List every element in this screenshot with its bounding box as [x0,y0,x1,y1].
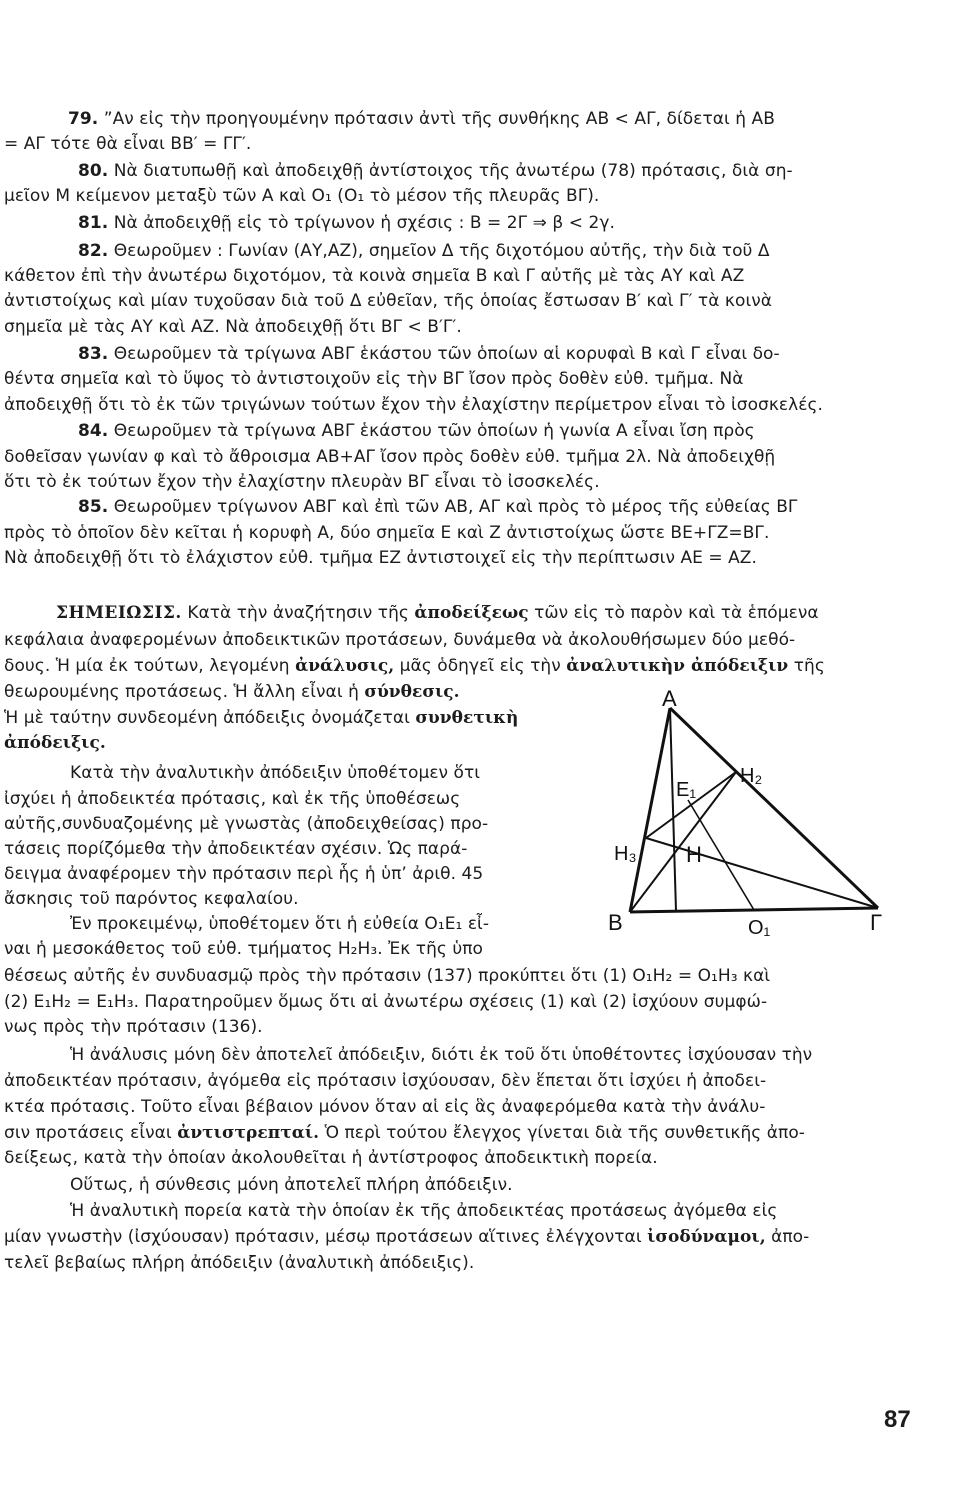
exercise-83-line-3: ἀποδειχθῇ ὅτι τὸ ἐκ τῶν τριγώνων τούτων ἔχον τὴν ἐλαχίστην περίμετρον εἶναι τὸ ἰσοσκελές. [4,395,824,415]
exercise-84-line-2: δοθεῖσαν γωνίαν φ καὶ τὸ ἄθροισμα ΑΒ+ΑΓ ἴσον πρὸς δοθὲν εὐθ. τμῆμα 2λ. Νὰ ἀποδειχθῇ [4,447,776,467]
analysis-line-12: Ἡ ἀνάλυσις μόνη δὲν ἀποτελεῖ ἀπόδειξιν, διότι ἐκ τοῦ ὅτι ὑποθέτοντες ἰσχύουσαν τὴν [70,1045,813,1065]
note-line-6: ἀπόδειξις. [4,733,106,753]
label-O1: Ο₁ [748,917,771,939]
label-B: Β [608,910,623,935]
exercise-84-line-3: ὅτι τὸ ἐκ τούτων ἔχον τὴν ἐλαχίστην πλευρὰν ΒΓ εἶναι τὸ ἰσοσκελές. [4,472,600,492]
note-line-3: δους. Ἡ μία ἐκ τούτων, λεγομένη ἀνάλυσις, μᾶς ὁδηγεῖ εἰς τὴν ἀναλυτικὴν ἀπόδειξιν τῆς [4,656,825,676]
altitude-from-A [670,708,676,911]
exercise-82-line-4: σημεῖα μὲ τὰς ΑΥ καὶ ΑΖ. Νὰ ἀποδειχθῇ ὅτι ΒΓ < Β′Γ′. [4,317,462,337]
note-line-4: θεωρουμένης προτάσεως. Ἡ ἄλλη εἶναι ἡ σύνθεσις. [4,682,460,702]
analysis-line-20: τελεῖ βεβαίως πλήρη ἀπόδειξιν (ἀναλυτικὴ ἀπόδειξις). [4,1253,475,1273]
exercise-81-line: 81. Νὰ ἀποδειχθῇ εἰς τὸ τρίγωνον ἡ σχέσις : Β = 2Γ ⇒ β < 2γ. [78,213,615,233]
analysis-line-14: κτέα πρότασις. Τοῦτο εἶναι βέβαιον μόνον ὅταν αἱ εἰς ἃς ἀναφερόμεθα κατὰ τὴν ἀνάλυ- [4,1097,766,1117]
label-E1: Ε₁ [676,779,697,801]
side-AB [630,708,670,912]
analysis-line-11: νως πρὸς τὴν πρότασιν (136). [4,1017,263,1037]
triangle-figure [590,690,910,945]
exercise-82-line-1: 82. Θεωροῦμεν : Γωνίαν (ΑΥ,ΑΖ), σημεῖον Δ τῆς διχοτόμου αὐτῆς, τὴν διὰ τοῦ Δ [78,241,770,261]
exercise-83-line-2: θέντα σημεῖα καὶ τὸ ὕψος τὸ ἀντιστοιχοῦν εἰς τὴν ΒΓ ἴσον πρὸς δοθὲν εὐθ. τμῆμα. Νὰ [4,369,744,389]
analysis-line-15: σιν προτάσεις εἶναι ἀντιστρεπταί. Ὁ περὶ τούτου ἔλεγχος γίνεται διὰ τῆς συνθετικῆς ἀπο- [4,1123,805,1143]
label-H2: Η₂ [740,765,763,787]
analysis-line-6: ἄσκησις τοῦ παρόντος κεφαλαίου. [4,889,299,909]
exercise-80-line-2: μεῖον Μ κείμενον μεταξὺ τῶν Α καὶ Ο₁ (Ο₁ τὸ μέσον τῆς πλευρᾶς ΒΓ). [4,186,600,206]
exercise-85-line-1: 85. Θεωροῦμεν τρίγωνον ΑΒΓ καὶ ἐπὶ τῶν ΑΒ, ΑΓ καὶ πρὸς τὸ μέρος τῆς εὐθείας ΒΓ [78,497,798,517]
exercise-79-line-2: = ΑΓ τότε θὰ εἶναι ΒΒ′ = ΓΓ′. [4,134,252,154]
label-A: Α [662,690,677,711]
analysis-line-16: δείξεως, κατὰ τὴν ὁποίαν ἀκολουθεῖται ἡ ἀντίστροφος ἀποδεικτικὴ πορεία. [4,1148,658,1168]
analysis-line-7: Ἐν προκειμένῳ, ὑποθέτομεν ὅτι ἡ εὐθεία Ο₁Ε₁ εἶ- [70,914,490,934]
exercise-80-line-1: 80. Νὰ διατυπωθῇ καὶ ἀποδειχθῇ ἀντίστοιχος τῆς ἀνωτέρω (78) πρότασις, διὰ ση- [78,161,793,181]
analysis-line-8: ναι ἡ μεσοκάθετος τοῦ εὐθ. τμήματος Η₂Η₃. Ἐκ τῆς ὑπο [4,939,483,959]
analysis-line-3: αὐτῆς,συνδυαζομένης μὲ γνωστὰς (ἀποδειχθείσας) προ- [4,814,489,834]
analysis-line-17: Οὕτως, ἡ σύνθεσις μόνη ἀποτελεῖ πλήρη ἀπόδειξιν. [70,1175,513,1195]
analysis-line-18: Ἡ ἀναλυτικὴ πορεία κατὰ τὴν ὁποίαν ἐκ τῆς ἀποδεικτέας προτάσεως ἀγόμεθα εἰς [70,1201,778,1221]
analysis-line-13: ἀποδεικτέαν πρότασιν, ἀγόμεθα εἰς πρότασιν ἰσχύουσαν, δὲν ἕπεται ὅτι ἰσχύει ἡ ἀποδει- [4,1071,767,1091]
exercise-85-line-3: Νὰ ἀποδειχθῇ ὅτι τὸ ἐλάχιστον εὐθ. τμῆμα ΕΖ ἀντιστοιχεῖ εἰς τὴν περίπτωσιν ΑΕ = ΑΖ. [4,548,757,568]
side-AG [670,708,878,908]
note-line-5: Ἡ μὲ ταύτην συνδεομένη ἀπόδειξις ὀνομάζεται συνθετικὴ [4,708,519,728]
analysis-line-4: τάσεις πορίζόμεθα τὴν ἀποδεικτέαν σχέσιν. Ὡς παρά- [4,839,468,859]
analysis-line-9: θέσεως αὐτῆς ἐν συνδυασμῷ πρὸς τὴν πρότασιν (137) προκύπτει ὅτι (1) Ο₁Η₂ = Ο₁Η₃ καὶ [4,966,771,986]
analysis-line-10: (2) Ε₁Η₂ = Ε₁Η₃. Παρατηροῦμεν ὅμως ὅτι αἱ ἀνωτέρω σχέσεις (1) καὶ (2) ἰσχύουν συμφώ- [4,992,768,1012]
label-G: Γ [870,910,883,935]
note-line-1: ΣΗΜΕΙΩΣΙΣ. Κατὰ τὴν ἀναζήτησιν τῆς ἀποδείξεως τῶν εἰς τὸ παρὸν καὶ τὰ ἑπόμενα [56,603,819,623]
analysis-line-19: μίαν γνωστὴν (ἰσχύουσαν) πρότασιν, μέσῳ προτάσεων αἵτινες ἐλέγχονται ἰσοδύναμοι, ἀπο- [4,1227,810,1247]
exercise-83-line-1: 83. Θεωροῦμεν τὰ τρίγωνα ΑΒΓ ἑκάστου τῶν ὁποίων αἱ κορυφαὶ Β καὶ Γ εἶναι δο- [78,344,780,364]
page-number: 87 [884,1406,911,1433]
analysis-line-5: δειγμα ἀναφέρομεν τὴν πρότασιν περὶ ἧς ἡ ὑπ’ ἀριθ. 45 [4,864,484,884]
analysis-line-2: ἰσχύει ἡ ἀποδεικτέα πρότασις, καὶ ἐκ τῆς ὑποθέσεως [4,789,461,809]
exercise-79-line-1: 79. ”Αν εἰς τὴν προηγουμένην πρότασιν ἀντὶ τῆς συνθήκης ΑΒ < ΑΓ, δίδεται ἡ ΑΒ [68,109,775,129]
note-line-2: κεφάλαια ἀναφερομένων ἀποδεικτικῶν προτάσεων, δυνάμεθα νὰ ἀκολουθήσωμεν δύο μεθό- [4,630,796,650]
note-heading: ΣΗΜΕΙΩΣΙΣ. [56,603,182,623]
triangle-figure-svg [590,690,910,945]
exercise-84-line-1: 84. Θεωροῦμεν τὰ τρίγωνα ΑΒΓ ἑκάστου τῶν ὁποίων ἡ γωνία Α εἶναι ἴση πρὸς [78,421,755,441]
label-H: Η [686,842,702,867]
label-H3: Η₃ [614,843,637,865]
exercise-82-line-2: κάθετον ἐπὶ τὴν ἀνωτέρω διχοτόμον, τὰ κοινὰ σημεῖα Β καὶ Γ αὐτῆς μὲ τὰς ΑΥ καὶ ΑΖ [4,266,745,286]
exercise-82-line-3: ἀντιστοίχως καὶ μίαν τυχοῦσαν διὰ τοῦ Δ εὐθεῖαν, τῆς ὁποίας ἔστωσαν Β′ καὶ Γ′ τὰ κοινὰ [4,291,773,311]
exercise-85-line-2: πρὸς τὸ ὁποῖον δὲν κεῖται ἡ κορυφὴ Α, δύο σημεῖα Ε καὶ Ζ ἀντιστοίχως ὥστε ΒΕ+ΓΖ=ΒΓ. [4,523,770,543]
analysis-line-1: Κατὰ τὴν ἀναλυτικὴν ἀπόδειξιν ὑποθέτομεν ὅτι [70,763,481,783]
